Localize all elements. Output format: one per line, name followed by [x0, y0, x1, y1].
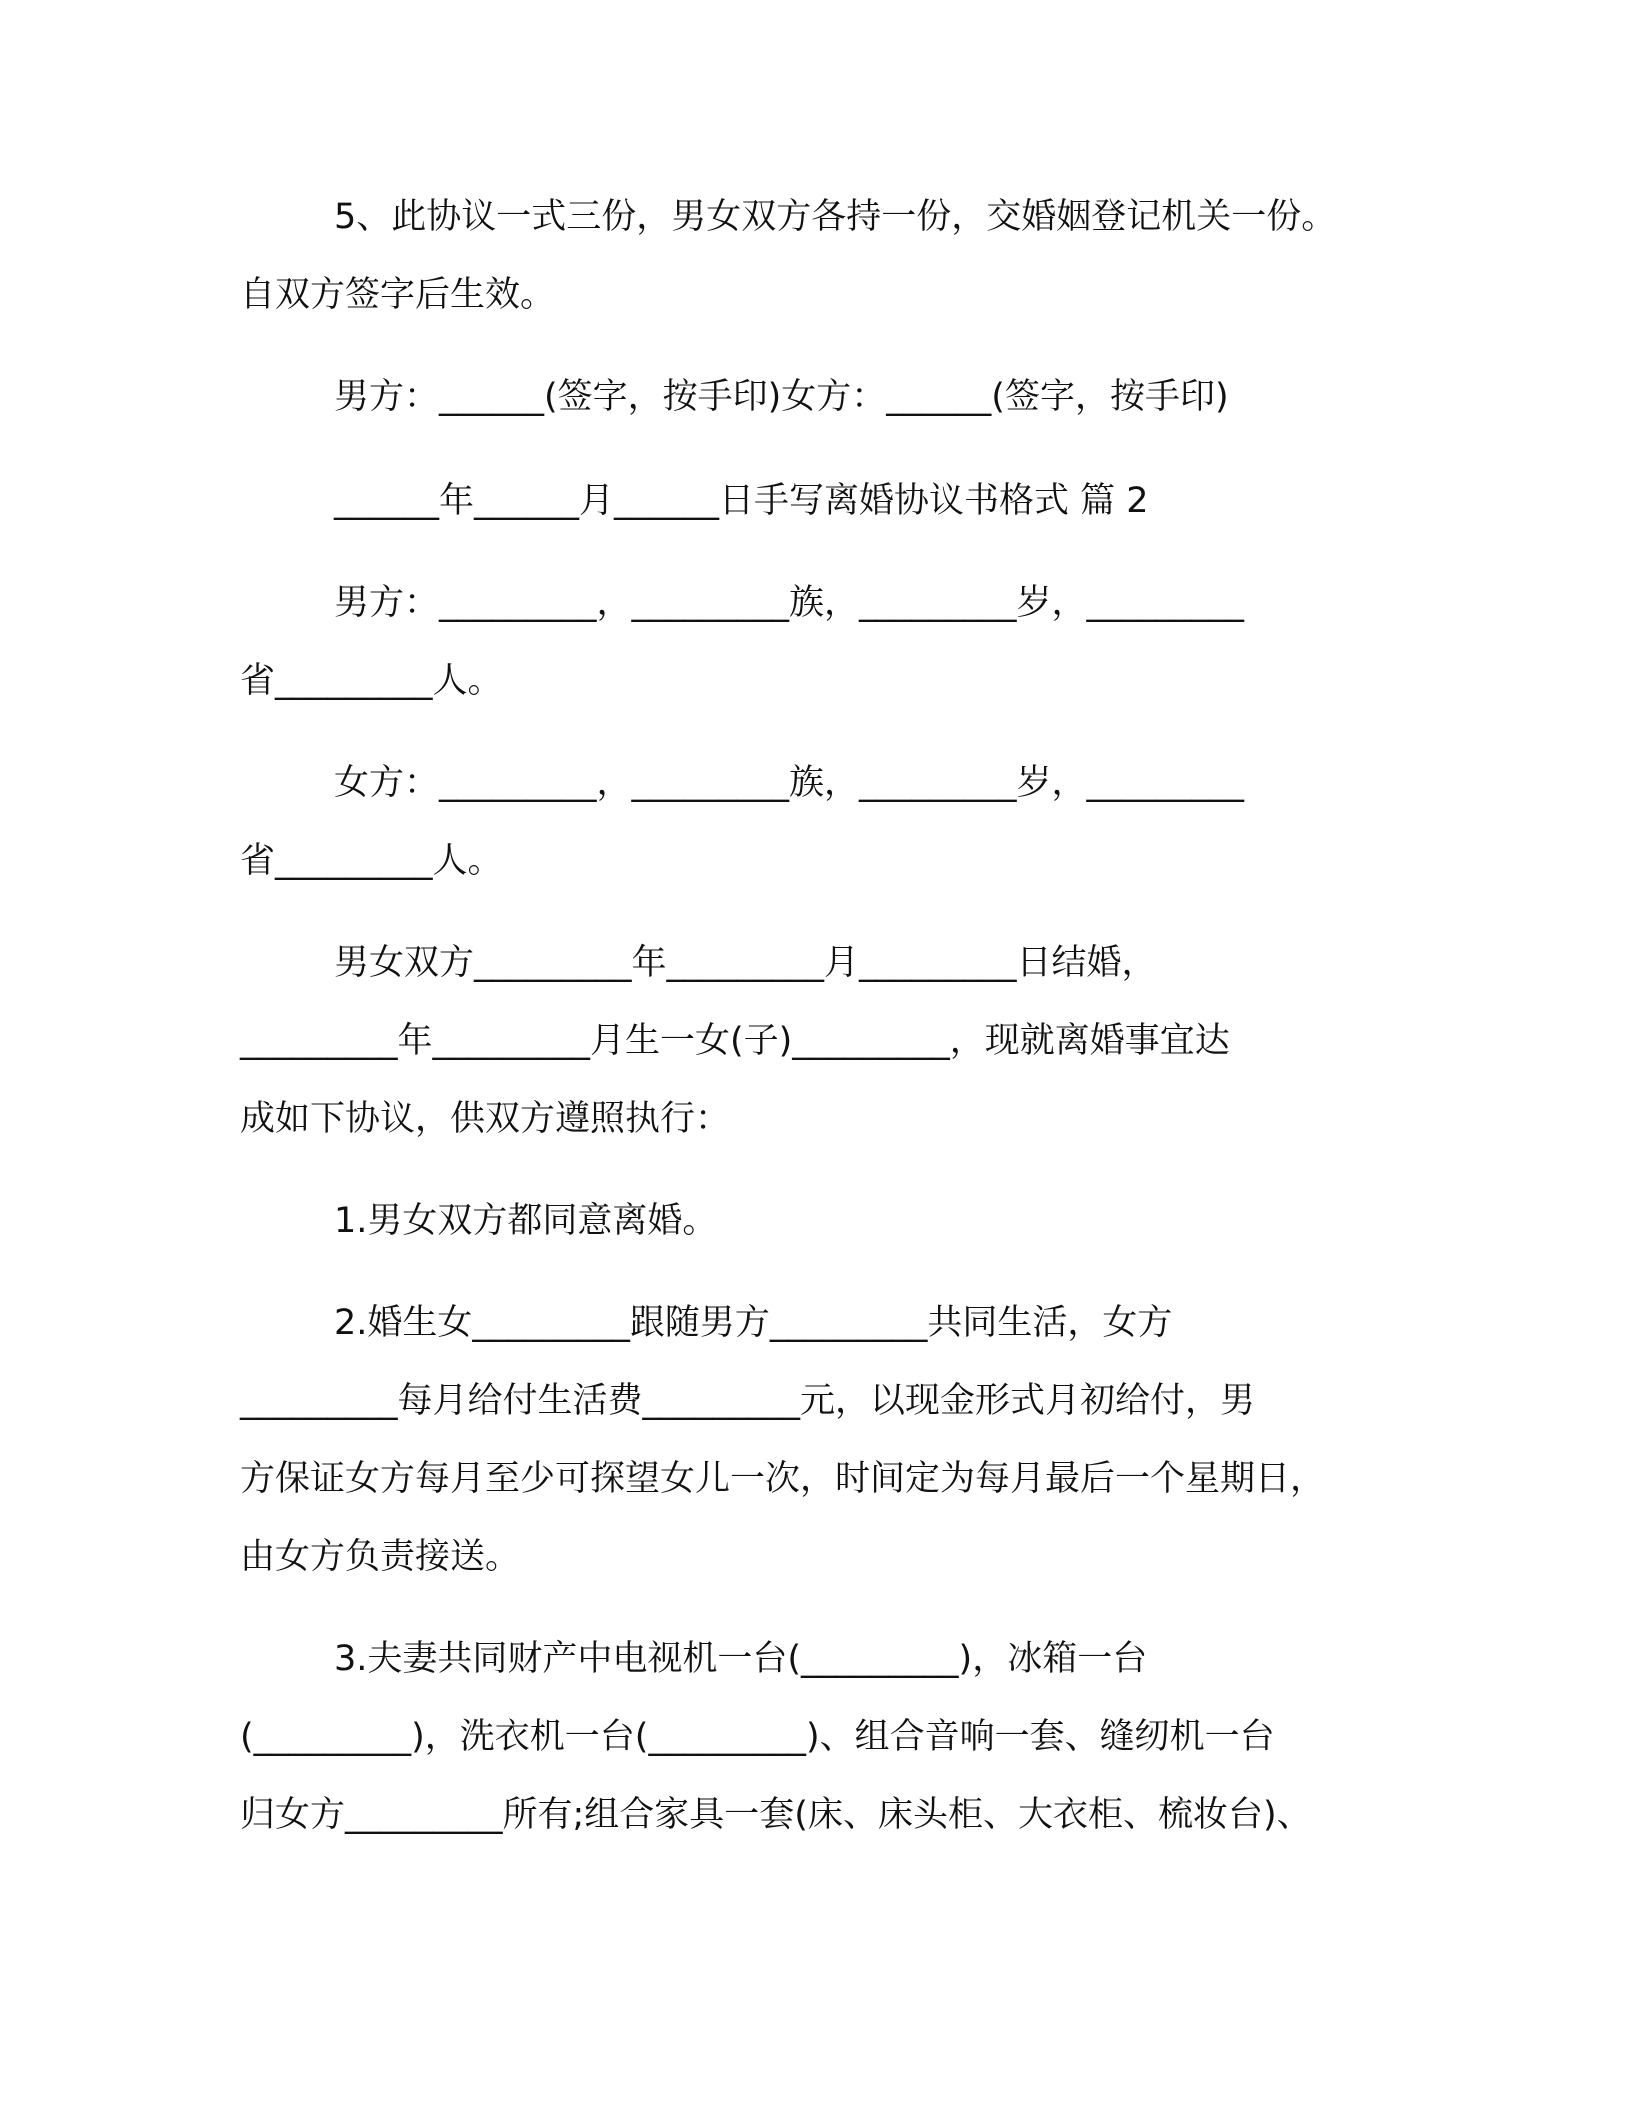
- marriage-line-3: 成如下协议，供双方遵照执行：: [240, 1099, 731, 1139]
- item-2-line-2: _________每月给付生活费_________元，以现金形式月初给付，男: [240, 1381, 1256, 1421]
- item-2-line-4: 由女方负责接送。: [240, 1537, 521, 1577]
- woman-info-line-1: 女方：_________，_________族，_________岁，_________: [334, 763, 1245, 803]
- clause-5-line-2: 自双方签字后生效。: [240, 275, 556, 315]
- woman-info-line-2: 省_________人。: [240, 841, 503, 881]
- item-3-line-3: 归女方_________所有;组合家具一套(床、床头柜、大衣柜、梳妆台)、: [240, 1795, 1312, 1835]
- item-1-line: 1.男女双方都同意离婚。: [334, 1201, 718, 1241]
- marriage-line-2: _________年_________月生一女(子)_________，现就离婚事宜达: [240, 1021, 1230, 1061]
- date-title-line: ______年______月______日手写离婚协议书格式 篇 2: [334, 481, 1149, 521]
- item-2-line-3: 方保证女方每月至少可探望女儿一次，时间定为每月最后一个星期日，: [240, 1459, 1326, 1499]
- marriage-line-1: 男女双方_________年_________月_________日结婚，: [334, 943, 1157, 983]
- signature-line: 男方：______(签字，按手印)女方：______(签字，按手印): [334, 377, 1229, 417]
- item-3-line-1: 3.夫妻共同财产中电视机一台(_________)，冰箱一台: [334, 1639, 1148, 1679]
- man-info-line-2: 省_________人。: [240, 661, 503, 701]
- clause-5-line-1: 5、此协议一式三份，男女双方各持一份，交婚姻登记机关一份。: [334, 197, 1337, 237]
- item-2-line-1: 2.婚生女_________跟随男方_________共同生活，女方: [334, 1303, 1173, 1343]
- item-3-line-2: (_________)，洗衣机一台(_________)、组合音响一套、缝纫机一台: [240, 1717, 1275, 1757]
- man-info-line-1: 男方：_________，_________族，_________岁，_________: [334, 583, 1245, 623]
